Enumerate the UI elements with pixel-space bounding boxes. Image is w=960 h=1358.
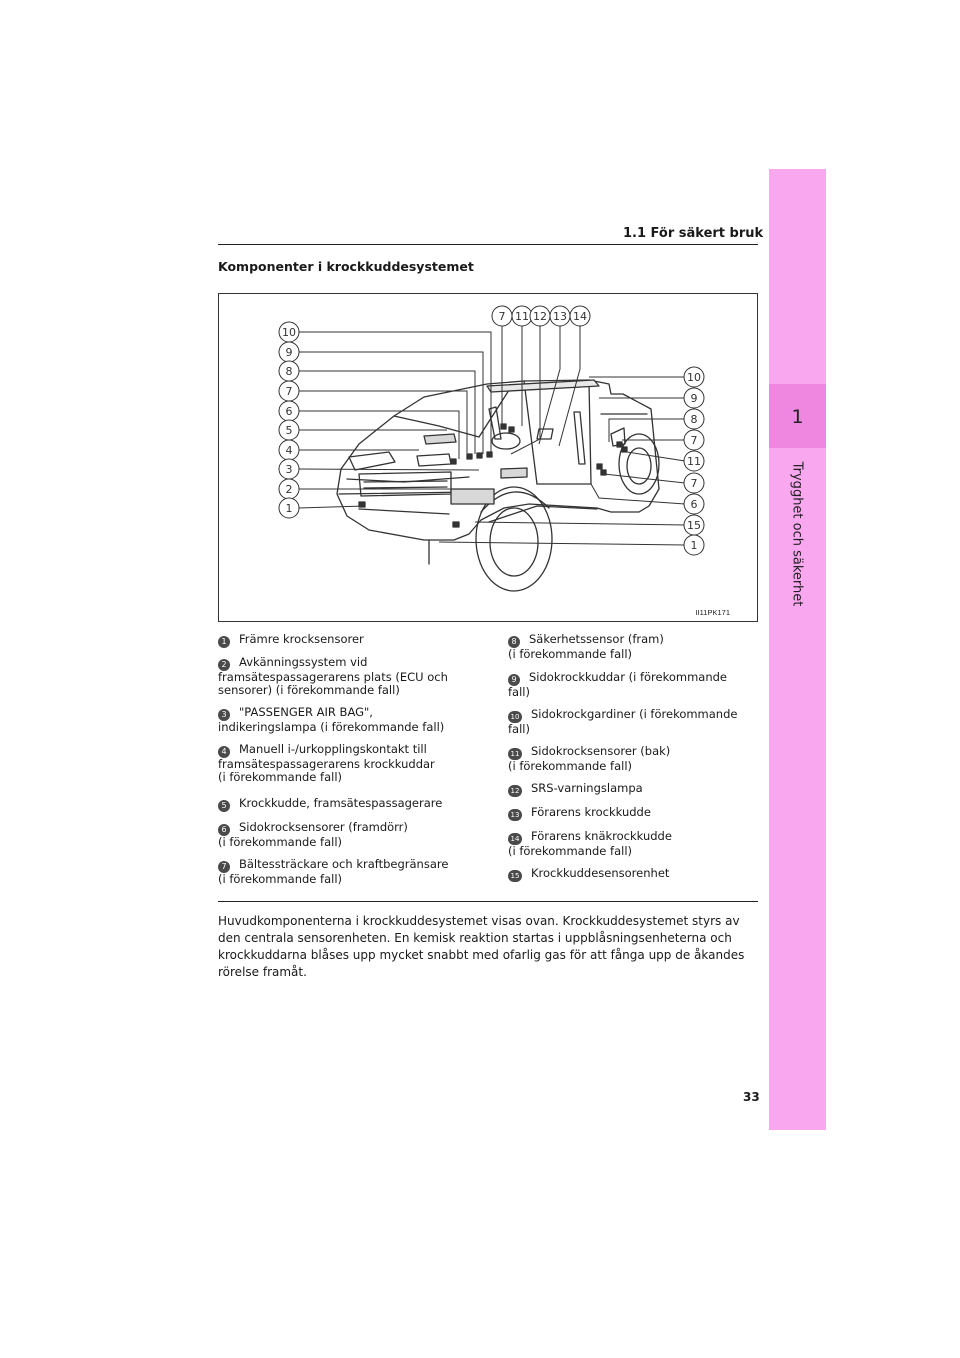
svg-text:7: 7: [498, 310, 506, 323]
legend-number-badge: 2: [218, 659, 230, 671]
legend-line: [508, 867, 669, 882]
legend-line: [508, 686, 727, 699]
svg-text:11: 11: [687, 455, 701, 468]
svg-text:6: 6: [690, 498, 698, 511]
header-divider: [218, 244, 758, 245]
legend-line: [508, 830, 672, 845]
legend-line: [508, 782, 643, 797]
legend-item: [218, 633, 364, 648]
legend-text: (i förekommande fall): [508, 844, 633, 858]
legend-text: Sidokrocksensorer (bak): [531, 744, 671, 758]
legend-line: [508, 806, 651, 821]
legend-item: [218, 656, 448, 697]
legend-item: [508, 830, 672, 858]
legend-line: [218, 858, 448, 873]
chapter-title: Trygghet och säkerhet: [789, 461, 805, 607]
legend-item: [218, 797, 442, 812]
legend-item: [508, 633, 664, 661]
legend-line: [508, 671, 727, 686]
legend-line: [218, 873, 448, 886]
legend-line: [218, 821, 408, 836]
svg-text:9: 9: [285, 346, 293, 359]
legend-line: [218, 797, 442, 812]
svg-text:10: 10: [282, 326, 296, 339]
legend-text: "PASSENGER AIR BAG",: [239, 705, 373, 719]
airbag-components-figure: [218, 293, 758, 622]
svg-text:7: 7: [285, 385, 293, 398]
legend-text: (i förekommande fall): [508, 647, 633, 661]
body-paragraph: Huvudkomponenterna i krockkuddesystemet visas ovan. Krockkuddesystemet styrs av den centrala sensorenheten. En kemisk reaktion startas i uppblåsningsenheterna och krockkuddarna blåses upp mycket snabbt med ofarlig gas för att fånga upp de åkandes rörelse framåt.: [218, 914, 745, 979]
legend-item: [508, 708, 737, 736]
legend-text: (i förekommande fall): [508, 759, 633, 773]
legend-item: [218, 858, 448, 886]
legend-item: [218, 821, 408, 849]
legend-number-badge: 9: [508, 674, 520, 686]
svg-text:3: 3: [285, 463, 293, 476]
legend-text: Sidokrockgardiner (i förekommande: [531, 707, 738, 721]
legend-number-badge: 1: [218, 636, 230, 648]
legend-line: [218, 743, 435, 758]
legend-text: (i förekommande fall): [218, 835, 343, 849]
legend-divider: [218, 901, 758, 902]
legend-text: Sidokrocksensorer (framdörr): [239, 820, 408, 834]
svg-text:12: 12: [533, 310, 547, 323]
legend-text: Främre krocksensorer: [239, 632, 364, 646]
section-header: 1.1 För säkert bruk: [623, 226, 764, 241]
legend-line: [218, 706, 444, 721]
legend-number-badge: 8: [508, 636, 520, 648]
figure-code: II11PK171: [695, 608, 730, 617]
svg-text:1: 1: [285, 502, 293, 515]
legend-line: [218, 771, 435, 784]
legend-item: [508, 745, 670, 773]
legend-number-badge: 13: [508, 809, 522, 821]
svg-text:7: 7: [690, 477, 698, 490]
svg-text:5: 5: [285, 424, 293, 437]
legend-text: indikeringslampa (i förekommande fall): [218, 720, 445, 734]
legend-text: Avkänningssystem vid: [239, 655, 368, 669]
legend-item: [218, 706, 444, 734]
legend-text: Bältessträckare och kraftbegränsare: [239, 857, 449, 871]
svg-text:9: 9: [690, 392, 698, 405]
legend-item: [508, 671, 727, 699]
legend-text: framsätespassagerarens krockkuddar: [218, 757, 435, 771]
legend-text: sensorer) (i förekommande fall): [218, 683, 400, 697]
legend-number-badge: 12: [508, 785, 522, 797]
svg-text:2: 2: [285, 483, 293, 496]
legend-text: (i förekommande fall): [218, 770, 343, 784]
legend-text: Krockkuddesensorenhet: [531, 866, 670, 880]
legend-line: [218, 656, 448, 671]
legend-line: [218, 633, 364, 648]
legend-number-badge: 3: [218, 709, 230, 721]
svg-text:1: 1: [690, 539, 698, 552]
legend-text: Sidokrockkuddar (i förekommande: [529, 670, 727, 684]
legend-item: [218, 743, 435, 784]
legend-line: [508, 760, 670, 773]
svg-text:7: 7: [690, 434, 698, 447]
svg-text:4: 4: [285, 444, 293, 457]
legend-text: Förarens krockkudde: [531, 805, 651, 819]
legend-text: fall): [508, 685, 530, 699]
svg-text:6: 6: [285, 405, 293, 418]
chapter-side-tab: [769, 169, 826, 1130]
legend-number-badge: 11: [508, 748, 522, 760]
svg-text:10: 10: [687, 371, 701, 384]
legend-line: [218, 684, 448, 697]
legend-line: [218, 836, 408, 849]
legend-number-badge: 10: [508, 711, 522, 723]
legend-item: [508, 806, 651, 821]
svg-text:11: 11: [515, 310, 529, 323]
legend-number-badge: 7: [218, 861, 230, 873]
svg-text:13: 13: [553, 310, 567, 323]
legend-item: [508, 867, 669, 882]
svg-text:8: 8: [285, 365, 293, 378]
legend-number-badge: 5: [218, 800, 230, 812]
legend-line: [508, 723, 737, 736]
legend-line: [508, 633, 664, 648]
chapter-number: 1: [791, 406, 804, 428]
legend-text: Manuell i-/urkopplingskontakt till: [239, 742, 427, 756]
legend-line: [508, 745, 670, 760]
legend-text: SRS-varningslampa: [531, 781, 643, 795]
legend-number-badge: 14: [508, 833, 522, 845]
legend-number-badge: 4: [218, 746, 230, 758]
page-title: Komponenter i krockkuddesystemet: [218, 259, 474, 274]
legend-text: Förarens knäkrockkudde: [531, 829, 672, 843]
vehicle-illustration: [219, 294, 757, 621]
page-number: 33: [743, 1090, 760, 1104]
svg-text:15: 15: [687, 519, 701, 532]
svg-text:8: 8: [690, 413, 698, 426]
legend-text: framsätespassagerarens plats (ECU och: [218, 670, 448, 684]
legend-text: (i förekommande fall): [218, 872, 343, 886]
legend-item: [508, 782, 643, 797]
legend-text: fall): [508, 722, 530, 736]
legend-text: Krockkudde, framsätespassagerare: [239, 796, 443, 810]
legend-line: [508, 648, 664, 661]
legend-line: [508, 845, 672, 858]
svg-text:14: 14: [573, 310, 587, 323]
legend-number-badge: 6: [218, 824, 230, 836]
legend-line: [508, 708, 737, 723]
legend-text: Säkerhetssensor (fram): [529, 632, 664, 646]
legend-number-badge: 15: [508, 870, 522, 882]
legend-line: [218, 721, 444, 734]
